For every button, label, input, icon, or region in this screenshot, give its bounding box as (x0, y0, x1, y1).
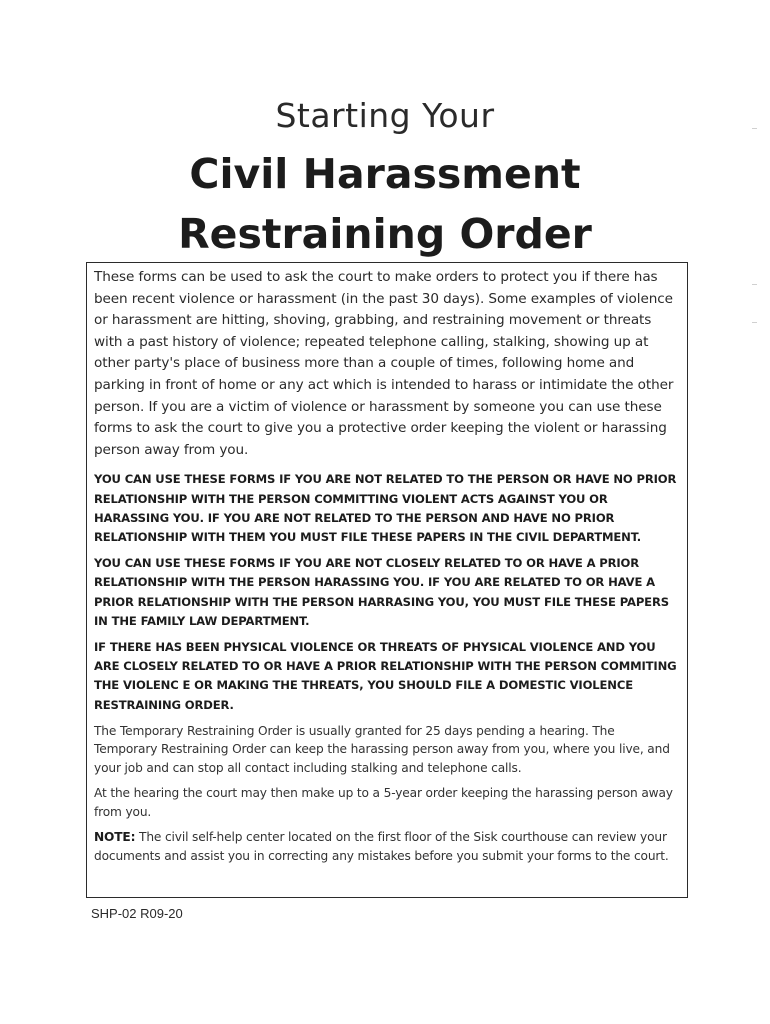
family-law-notice: YOU CAN USE THESE FORMS IF YOU ARE NOT CLOSELY RELATED TO OR HAVE A PRIOR RELATIONSHIP WITH THE PERSON HARASSING YOU. IF YOU ARE RELATED TO OR HAVE A PRIOR RELATIONSHIP WITH THE PERSON HARRASING YOU, YOU MUST FILE THESE PAPERS IN THE FAMILY LAW DEPARTMENT. (94, 556, 669, 628)
info-box (86, 262, 688, 898)
domestic-violence-notice: IF THERE HAS BEEN PHYSICAL VIOLENCE OR THREATS OF PHYSICAL VIOLENCE AND YOU ARE CLOSELY RELATED TO OR HAVE A PRIOR RELATIONSHIP WITH THE PERSON COMMITING THE VIOLENC E OR MAKING THE THREATS, YOU SHOULD FILE A DOMESTIC VIOLENCE RESTRAINING ORDER. (94, 639, 677, 712)
hearing-paragraph: At the hearing the court may then make up to a 5-year order keeping the harassing person away from you. (94, 786, 673, 819)
form-code: SHP-02 R09-20 (91, 906, 183, 921)
scan-artifact (752, 322, 757, 323)
title-restraining-order: Restraining Order (178, 210, 592, 258)
note-label: NOTE: (94, 830, 136, 845)
title-civil-harassment: Civil Harassment (189, 150, 581, 198)
note-paragraph (94, 828, 680, 865)
scan-artifact (752, 284, 757, 285)
intro-paragraph: These forms can be used to ask the court to make orders to protect you if there has been recent violence or harassment (in the past 30 days). Some examples of violence or harassment are hitting, shoving, grabbing, and restraining movement or threats with a past history of violence; repeated telephone calling, stalking, showing up at other party's place of business more than a couple of times, following home and parking in front of home or any act which is intended to harass or intimidate the other person. If you are a victim of violence or harassment by someone you can use these forms to ask the court to give you a protective order keeping the violent or harassing person away from you. (94, 269, 674, 458)
title-starting-your: Starting Your (275, 96, 495, 135)
note-text: The civil self-help center located on the first floor of the Sisk courthouse can review your documents and assist you in correcting any mistakes before you submit your forms to the court. (94, 830, 669, 863)
scan-artifact (752, 128, 757, 129)
civil-department-notice: YOU CAN USE THESE FORMS IF YOU ARE NOT RELATED TO THE PERSON OR HAVE NO PRIOR RELATIONSHIP WITH THE PERSON COMMITTING VIOLENT ACTS AGAINST YOU OR HARASSING YOU. IF YOU ARE NOT RELATED TO THE PERSON AND HAVE NO PRIOR RELATIONSHIP WITH THEM YOU MUST FILE THESE PAPERS IN THE CIVIL DEPARTMENT. (94, 472, 677, 544)
temporary-order-paragraph: The Temporary Restraining Order is usually granted for 25 days pending a hearing. The Temporary Restraining Order can keep the harassing person away from you, where you live, and your job and can stop all contact including stalking and telephone calls. (94, 723, 670, 775)
